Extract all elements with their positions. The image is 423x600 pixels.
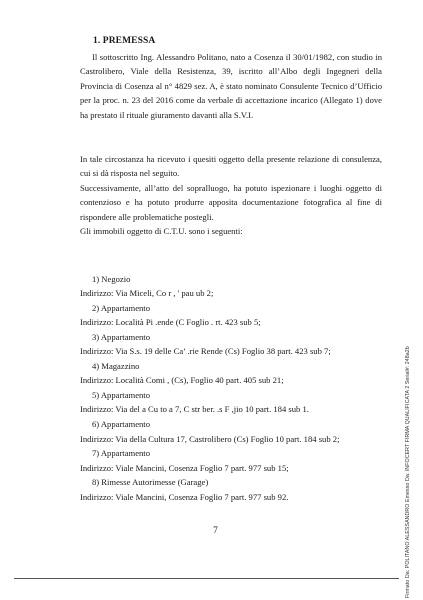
page-number: 7 (213, 526, 218, 536)
list-item-address: Indirizzo: Viale Mancini, Cosenza Foglio 7 part. 977 sub 92. (80, 491, 289, 502)
digital-signature-stamp: Firmato Da: POLITANO ALESSANDRO Emesso Da: INFOCERT FIRMA QUALIFICATA 2 Serial#: 248a2b (405, 346, 411, 598)
list-item-label: 3) Appartamento (92, 331, 150, 342)
property-list (80, 257, 385, 504)
list-item-label: 2) Appartamento (92, 302, 150, 313)
footer-divider (14, 578, 399, 579)
list-item-address: Indirizzo: Via del a Cu to a 7, C str ber. .s F ,jio 10 part. 184 sub 1. (80, 404, 309, 415)
list-item-address: Indirizzo: Località Pi .ende (C Foglio . rt. 423 sub 5; (80, 317, 261, 328)
list-item-label: 4) Magazzino (92, 360, 140, 371)
section-heading: 1. PREMESSA (93, 36, 156, 46)
paragraph-intro: Il sottoscritto Ing. Alessandro Politano, nato a Cosenza il 30/01/1982, con studio in Castrolibero, Viale della Resistenza, 39, iscritto all’Albo degli Ingegneri della Provincia di Cosenza al n° 4829 sez. A, è stato nominato Consulente Tecnico d’Ufficio per la proc. n. 23 del 2016 come da verbale di accettazione incarico (Allegato 1) dove ha prestato il rituale giuramento davanti alla S.V.I. (80, 52, 382, 120)
paragraph-quesiti: In tale circostanza ha ricevuto i quesiti oggetto della presente relazione di consulenza, cui si dà risposta nel seguito. (80, 154, 382, 179)
list-item-address: Indirizzo: Località Comi , (Cs), Foglio 40 part. 405 sub 21; (80, 375, 284, 386)
list-item-address: Indirizzo: Via S.s. 19 delle Ca’ .rie Rende (Cs) Foglio 38 part. 423 sub 7; (80, 346, 331, 357)
list-item-address: Indirizzo: Via della Cultura 17, Castrolibero (Cs) Foglio 10 part. 184 sub 2; (80, 433, 340, 444)
list-item-address: Indirizzo: Viale Mancini, Cosenza Foglio 7 part. 977 sub 15; (80, 462, 289, 473)
paragraph-immobili-intro: Gli immobili oggetto di C.T.U. sono i seguenti: (80, 226, 243, 236)
list-item-label: 1) Negozio (92, 273, 131, 284)
list-item-label: 7) Appartamento (92, 448, 150, 459)
paragraph-sopralluogo: Successivamente, all’atto del sopralluogo, ha potuto ispezionare i luoghi oggetto di contenzioso e ha potuto produrre apposita documentazione fotografica al fine di rispondere alle problematiche postegli. (80, 183, 382, 222)
list-item-label: 8) Rimesse Autorimesse (Garage) (92, 477, 209, 488)
list-item-label: 6) Appartamento (92, 419, 150, 430)
list-item-label: 5) Appartamento (92, 389, 150, 400)
list-item-address: Indirizzo: Via Miceli, Co r , ' pau ub 2; (80, 288, 214, 299)
